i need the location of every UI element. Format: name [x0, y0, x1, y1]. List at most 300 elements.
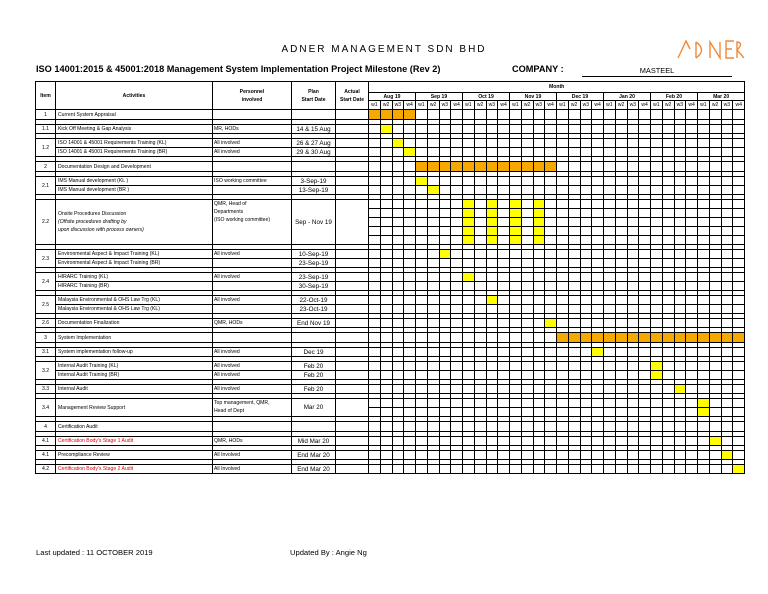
week-cell [639, 250, 651, 259]
week-cell [698, 305, 710, 314]
week-cell [463, 422, 475, 432]
week-cell [463, 110, 475, 120]
week-cell [568, 451, 580, 460]
week-cell [686, 236, 698, 245]
week-cell [463, 371, 475, 380]
week-cell [498, 110, 510, 120]
week-cell [721, 408, 733, 417]
week-cell [545, 282, 557, 291]
week-cell [369, 227, 381, 236]
item-number: 1 [36, 110, 56, 120]
week-cell [580, 186, 592, 195]
week-cell [404, 437, 416, 446]
week-cell [651, 139, 663, 148]
week-cell [416, 305, 428, 314]
week-cell [545, 139, 557, 148]
week-cell [486, 437, 498, 446]
week-cell [592, 236, 604, 245]
week-cell [604, 437, 616, 446]
week-cell [592, 408, 604, 417]
week-cell [651, 399, 663, 408]
week-cell [615, 139, 627, 148]
week-cell [698, 227, 710, 236]
week-header: w3 [486, 101, 498, 110]
week-cell [709, 408, 721, 417]
week-cell [604, 177, 616, 186]
personnel-line: Top management, QMR, [214, 400, 270, 406]
week-cell [392, 362, 404, 371]
week-cell [498, 319, 510, 328]
week-cell [427, 259, 439, 268]
item-number: 2.6 [36, 319, 56, 328]
week-cell [557, 186, 569, 195]
week-cell [674, 282, 686, 291]
week-cell [698, 273, 710, 282]
week-cell [592, 250, 604, 259]
week-cell [533, 296, 545, 305]
week-header: w1 [463, 101, 475, 110]
item-number: 3.4 [36, 399, 56, 417]
week-cell [698, 319, 710, 328]
week-cell [521, 125, 533, 134]
week-cell [557, 362, 569, 371]
week-cell [416, 385, 428, 394]
week-cell [686, 273, 698, 282]
week-cell [486, 348, 498, 357]
week-cell [416, 451, 428, 460]
week-cell [698, 371, 710, 380]
week-cell [686, 319, 698, 328]
week-header: w4 [639, 101, 651, 110]
week-cell [427, 282, 439, 291]
week-cell [686, 259, 698, 268]
week-cell [568, 139, 580, 148]
activity [56, 200, 213, 245]
week-cell [451, 218, 463, 227]
week-cell [592, 451, 604, 460]
item-number: 2.2 [36, 200, 56, 245]
week-cell [557, 162, 569, 172]
plan-start-date: 14 & 15 Aug [292, 125, 336, 134]
week-cell [627, 305, 639, 314]
week-cell [592, 186, 604, 195]
month-header: Oct 19 [463, 93, 510, 101]
week-cell [369, 200, 381, 209]
col-personnel-line: involved [241, 96, 263, 103]
week-cell [592, 333, 604, 343]
week-cell [474, 177, 486, 186]
week-header: w2 [709, 101, 721, 110]
week-cell [686, 422, 698, 432]
week-cell [369, 319, 381, 328]
week-header: w1 [698, 101, 710, 110]
week-cell [686, 296, 698, 305]
week-cell [392, 125, 404, 134]
week-cell [510, 348, 522, 357]
week-cell [380, 218, 392, 227]
week-cell [404, 218, 416, 227]
week-cell [627, 296, 639, 305]
week-header: w4 [498, 101, 510, 110]
week-cell [451, 259, 463, 268]
personnel [213, 186, 292, 195]
week-cell [369, 451, 381, 460]
week-cell [557, 399, 569, 408]
week-cell [604, 273, 616, 282]
week-cell [686, 305, 698, 314]
week-cell [439, 348, 451, 357]
week-cell [568, 200, 580, 209]
week-cell [627, 125, 639, 134]
week-header: w1 [651, 101, 663, 110]
week-cell [627, 148, 639, 157]
week-cell [439, 385, 451, 394]
item-number: 4.1 [36, 451, 56, 460]
week-cell [498, 259, 510, 268]
week-cell [486, 422, 498, 432]
week-cell [380, 236, 392, 245]
week-cell [486, 110, 498, 120]
week-cell [439, 465, 451, 474]
week-cell [545, 227, 557, 236]
week-cell [545, 177, 557, 186]
month-header: Aug 19 [369, 93, 416, 101]
week-cell [662, 236, 674, 245]
week-cell [721, 348, 733, 357]
week-cell [733, 465, 745, 474]
week-cell [592, 273, 604, 282]
week-cell [404, 399, 416, 408]
week-cell [498, 437, 510, 446]
week-cell [392, 465, 404, 474]
week-cell [392, 250, 404, 259]
week-cell [404, 125, 416, 134]
week-cell [733, 148, 745, 157]
week-header: w3 [533, 101, 545, 110]
week-cell [369, 259, 381, 268]
week-cell [521, 110, 533, 120]
week-cell [380, 305, 392, 314]
week-cell [674, 110, 686, 120]
week-cell [380, 250, 392, 259]
week-cell [451, 437, 463, 446]
week-cell [380, 371, 392, 380]
week-cell [651, 200, 663, 209]
week-cell [533, 451, 545, 460]
week-cell [639, 209, 651, 218]
week-cell [639, 348, 651, 357]
week-header: w4 [404, 101, 416, 110]
week-cell [498, 282, 510, 291]
week-cell [510, 399, 522, 408]
actual-start-date [336, 296, 369, 305]
week-cell [404, 362, 416, 371]
week-cell [721, 282, 733, 291]
activity: Internal Audit Training (KL) [56, 362, 213, 371]
week-cell [510, 296, 522, 305]
actual-start-date [336, 385, 369, 394]
actual-start-date [336, 305, 369, 314]
week-cell [627, 236, 639, 245]
week-cell [427, 236, 439, 245]
week-cell [451, 422, 463, 432]
week-cell [627, 451, 639, 460]
week-cell [592, 259, 604, 268]
week-cell [651, 259, 663, 268]
week-cell [474, 236, 486, 245]
week-cell [498, 227, 510, 236]
week-cell [639, 186, 651, 195]
week-cell [639, 177, 651, 186]
week-cell [439, 148, 451, 157]
week-cell [580, 148, 592, 157]
week-cell [615, 371, 627, 380]
week-cell [498, 385, 510, 394]
activity: Environmental Aspect & Impact Training (KL) [56, 250, 213, 259]
week-cell [463, 465, 475, 474]
week-cell [369, 282, 381, 291]
week-cell [498, 200, 510, 209]
week-cell [674, 177, 686, 186]
week-cell [615, 385, 627, 394]
week-cell [674, 451, 686, 460]
week-cell [427, 227, 439, 236]
week-cell [592, 110, 604, 120]
week-cell [427, 218, 439, 227]
week-cell [580, 259, 592, 268]
plan-start-date: 22-Oct-19 [292, 296, 336, 305]
week-cell [686, 148, 698, 157]
week-cell [474, 465, 486, 474]
week-cell [721, 371, 733, 380]
week-cell [709, 177, 721, 186]
week-cell [392, 399, 404, 408]
week-cell [733, 362, 745, 371]
week-cell [698, 209, 710, 218]
week-header: w4 [451, 101, 463, 110]
week-cell [521, 305, 533, 314]
week-cell [416, 177, 428, 186]
week-cell [380, 362, 392, 371]
week-cell [721, 451, 733, 460]
week-cell [380, 177, 392, 186]
week-cell [498, 148, 510, 157]
week-cell [557, 148, 569, 157]
week-cell [651, 148, 663, 157]
week-cell [651, 236, 663, 245]
week-cell [662, 186, 674, 195]
week-cell [686, 437, 698, 446]
week-cell [721, 422, 733, 432]
week-cell [416, 422, 428, 432]
week-cell [674, 437, 686, 446]
week-cell [369, 305, 381, 314]
week-cell [615, 296, 627, 305]
week-cell [380, 110, 392, 120]
week-cell [709, 399, 721, 408]
week-cell [521, 348, 533, 357]
week-cell [651, 385, 663, 394]
week-cell [380, 273, 392, 282]
week-cell [463, 148, 475, 157]
week-cell [686, 451, 698, 460]
week-cell [639, 319, 651, 328]
week-cell [545, 451, 557, 460]
week-cell [721, 236, 733, 245]
week-cell [498, 162, 510, 172]
week-cell [651, 371, 663, 380]
week-cell [521, 371, 533, 380]
week-cell [545, 250, 557, 259]
company-name: ADNER MANAGEMENT SDN BHD [281, 44, 487, 55]
week-cell [404, 139, 416, 148]
week-cell [474, 451, 486, 460]
week-cell [533, 259, 545, 268]
week-cell [451, 399, 463, 408]
personnel: All involved [213, 273, 292, 282]
week-cell [709, 139, 721, 148]
week-cell [639, 125, 651, 134]
week-cell [604, 110, 616, 120]
week-cell [533, 273, 545, 282]
week-cell [533, 465, 545, 474]
week-cell [568, 110, 580, 120]
week-cell [510, 422, 522, 432]
week-cell [615, 110, 627, 120]
week-cell [416, 319, 428, 328]
plan-start-date: 30-Sep-19 [292, 282, 336, 291]
week-cell [451, 319, 463, 328]
week-cell [369, 399, 381, 408]
activity: Malaysia Environmental & OHS Law Trg (KL) [56, 305, 213, 314]
week-cell [604, 385, 616, 394]
actual-start-date [336, 139, 369, 148]
week-cell [498, 451, 510, 460]
table-row [36, 371, 745, 380]
week-cell [392, 227, 404, 236]
week-cell [521, 162, 533, 172]
week-header: w2 [568, 101, 580, 110]
week-cell [592, 200, 604, 209]
actual-start-date [336, 177, 369, 186]
table-row [36, 305, 745, 314]
activity: Documentation Finalization [56, 319, 213, 328]
week-cell [416, 437, 428, 446]
week-cell [463, 218, 475, 227]
week-cell [627, 162, 639, 172]
week-cell [662, 110, 674, 120]
week-cell [392, 319, 404, 328]
week-cell [615, 362, 627, 371]
week-cell [392, 371, 404, 380]
week-cell [709, 371, 721, 380]
week-cell [639, 305, 651, 314]
week-cell [721, 305, 733, 314]
week-cell [369, 348, 381, 357]
plan-start-date: 23-Oct-19 [292, 305, 336, 314]
week-cell [627, 259, 639, 268]
week-cell [369, 385, 381, 394]
week-cell [733, 177, 745, 186]
week-cell [369, 148, 381, 157]
week-cell [604, 186, 616, 195]
week-cell [639, 465, 651, 474]
week-cell [533, 399, 545, 408]
week-cell [698, 408, 710, 417]
week-cell [592, 227, 604, 236]
week-header: w3 [627, 101, 639, 110]
week-cell [380, 186, 392, 195]
table-row [36, 399, 745, 408]
week-cell [545, 305, 557, 314]
week-cell [404, 282, 416, 291]
week-cell [498, 305, 510, 314]
week-cell [662, 362, 674, 371]
week-cell [545, 296, 557, 305]
plan-start-date: 10-Sep-19 [292, 250, 336, 259]
week-cell [474, 296, 486, 305]
week-cell [545, 218, 557, 227]
week-cell [651, 250, 663, 259]
week-cell [439, 451, 451, 460]
week-cell [568, 362, 580, 371]
week-cell [404, 250, 416, 259]
week-cell [568, 296, 580, 305]
week-cell [662, 319, 674, 328]
table-row [36, 362, 745, 371]
week-cell [557, 385, 569, 394]
actual-start-date [336, 186, 369, 195]
week-cell [604, 399, 616, 408]
week-cell [615, 319, 627, 328]
week-cell [369, 236, 381, 245]
week-cell [604, 148, 616, 157]
week-cell [592, 177, 604, 186]
week-cell [451, 209, 463, 218]
item-number: 3.2 [36, 362, 56, 380]
col-activities: Activities [56, 82, 213, 110]
week-cell [698, 399, 710, 408]
week-cell [486, 333, 498, 343]
week-cell [721, 333, 733, 343]
week-cell [568, 236, 580, 245]
week-cell [533, 319, 545, 328]
week-cell [662, 227, 674, 236]
company-label: COMPANY : [512, 64, 564, 74]
week-cell [662, 348, 674, 357]
week-cell [521, 148, 533, 157]
week-cell [733, 250, 745, 259]
week-cell [439, 200, 451, 209]
week-cell [557, 125, 569, 134]
week-header: w1 [416, 101, 428, 110]
week-cell [545, 200, 557, 209]
week-cell [557, 209, 569, 218]
week-cell [451, 110, 463, 120]
week-cell [698, 451, 710, 460]
week-cell [392, 186, 404, 195]
week-cell [392, 110, 404, 120]
personnel-line: QMR, Head of [214, 201, 247, 207]
col-plan-line: Start Date [301, 96, 326, 103]
week-cell [533, 250, 545, 259]
week-cell [451, 200, 463, 209]
personnel-line: Departments [214, 209, 244, 215]
week-cell [721, 186, 733, 195]
week-cell [686, 200, 698, 209]
week-cell [439, 371, 451, 380]
section-row [36, 162, 745, 172]
